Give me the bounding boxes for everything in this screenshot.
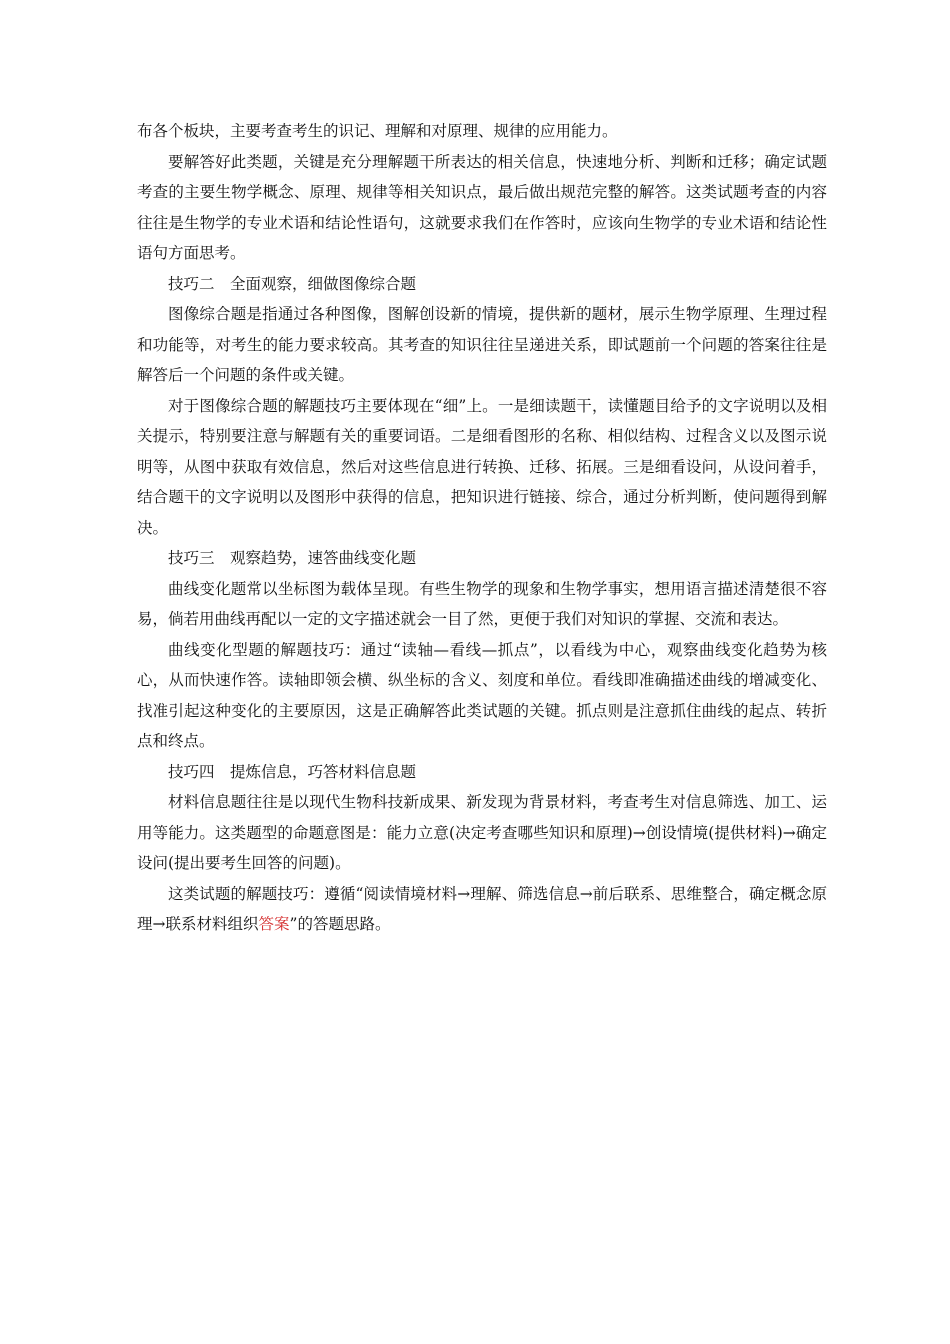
paragraph-4: 对于图像综合题的解题技巧主要体现在“细”上。一是细读题干，读懂题目给予的文字说明以及相关提示，特别要注意与解题有关的重要词语。二是细看图形的名称、相似结构、过程含义以及图示说明等，从图中获取有效信息，然后对这些信息进行转换、迁移、拓展。三是细看设问，从设问着手，结合题干的文字说明以及图形中获得的信息，把知识进行链接、综合，通过分析判断，使问题得到解决。	[137, 396, 827, 537]
paragraph-1: 布各个板块，主要考查考生的识记、理解和对原理、规律的应用能力。	[137, 122, 618, 140]
paragraph-8-text: 这类试题的解题技巧：遵循“阅读情境材料→理解、筛选信息→前后联系、思维整合，确定概念原理→联系材料组织	[137, 884, 827, 933]
paragraph-7: 材料信息题往往是以现代生物科技新成果、新发现为背景材料，考查考生对信息筛选、加工、运用等能力。这类题型的命题意图是：能力立意(决定考查哪些知识和原理)→创设情境(提供材料)→确定设问(提出要考生回答的问题)。	[137, 793, 827, 872]
section-heading-4: 技巧四 提炼信息，巧答材料信息题	[168, 762, 417, 781]
paragraph-8-ending: ”的答题思路。	[289, 915, 391, 933]
paragraph-6: 曲线变化型题的解题技巧：通过“读轴—看线—抓点”，以看线为中心，观察曲线变化趋势为核心，从而快速作答。读轴即领会横、纵坐标的含义、刻度和单位。看线即准确描述曲线的增减变化、找准引起这种变化的主要原因，这是正确解答此类试题的关键。抓点则是注意抓住曲线的起点、转折点和终点。	[137, 640, 827, 750]
paragraph-2: 要解答好此类题，关键是充分理解题干所表达的相关信息，快速地分析、判断和迁移；确定试题考查的主要生物学概念、原理、规律等相关知识点，最后做出规范完整的解答。这类试题考查的内容往往是生物学的专业术语和结论性语句，这就要求我们在作答时，应该向生物学的专业术语和结论性语句方面思考。	[137, 152, 827, 262]
document-page	[137, 116, 827, 940]
paragraph-5: 曲线变化题常以坐标图为载体呈现。有些生物学的现象和生物学事实，想用语言描述清楚很不容易，倘若用曲线再配以一定的文字描述就会一目了然，更便于我们对知识的掌握、交流和表达。	[137, 579, 827, 628]
section-heading-3: 技巧三 观察趋势，速答曲线变化题	[168, 549, 417, 567]
paragraph-3: 图像综合题是指通过各种图像，图解创设新的情境，提供新的题材，展示生物学原理、生理过程和功能等，对考生的能力要求较高。其考查的知识往往呈递进关系，即试题前一个问题的答案往往是解答后一个问题的条件或关键。	[137, 305, 827, 384]
paragraph-8	[137, 879, 827, 940]
highlighted-answer-text: 答案	[258, 915, 290, 933]
section-heading-2: 技巧二 全面观察，细做图像综合题	[168, 274, 417, 293]
